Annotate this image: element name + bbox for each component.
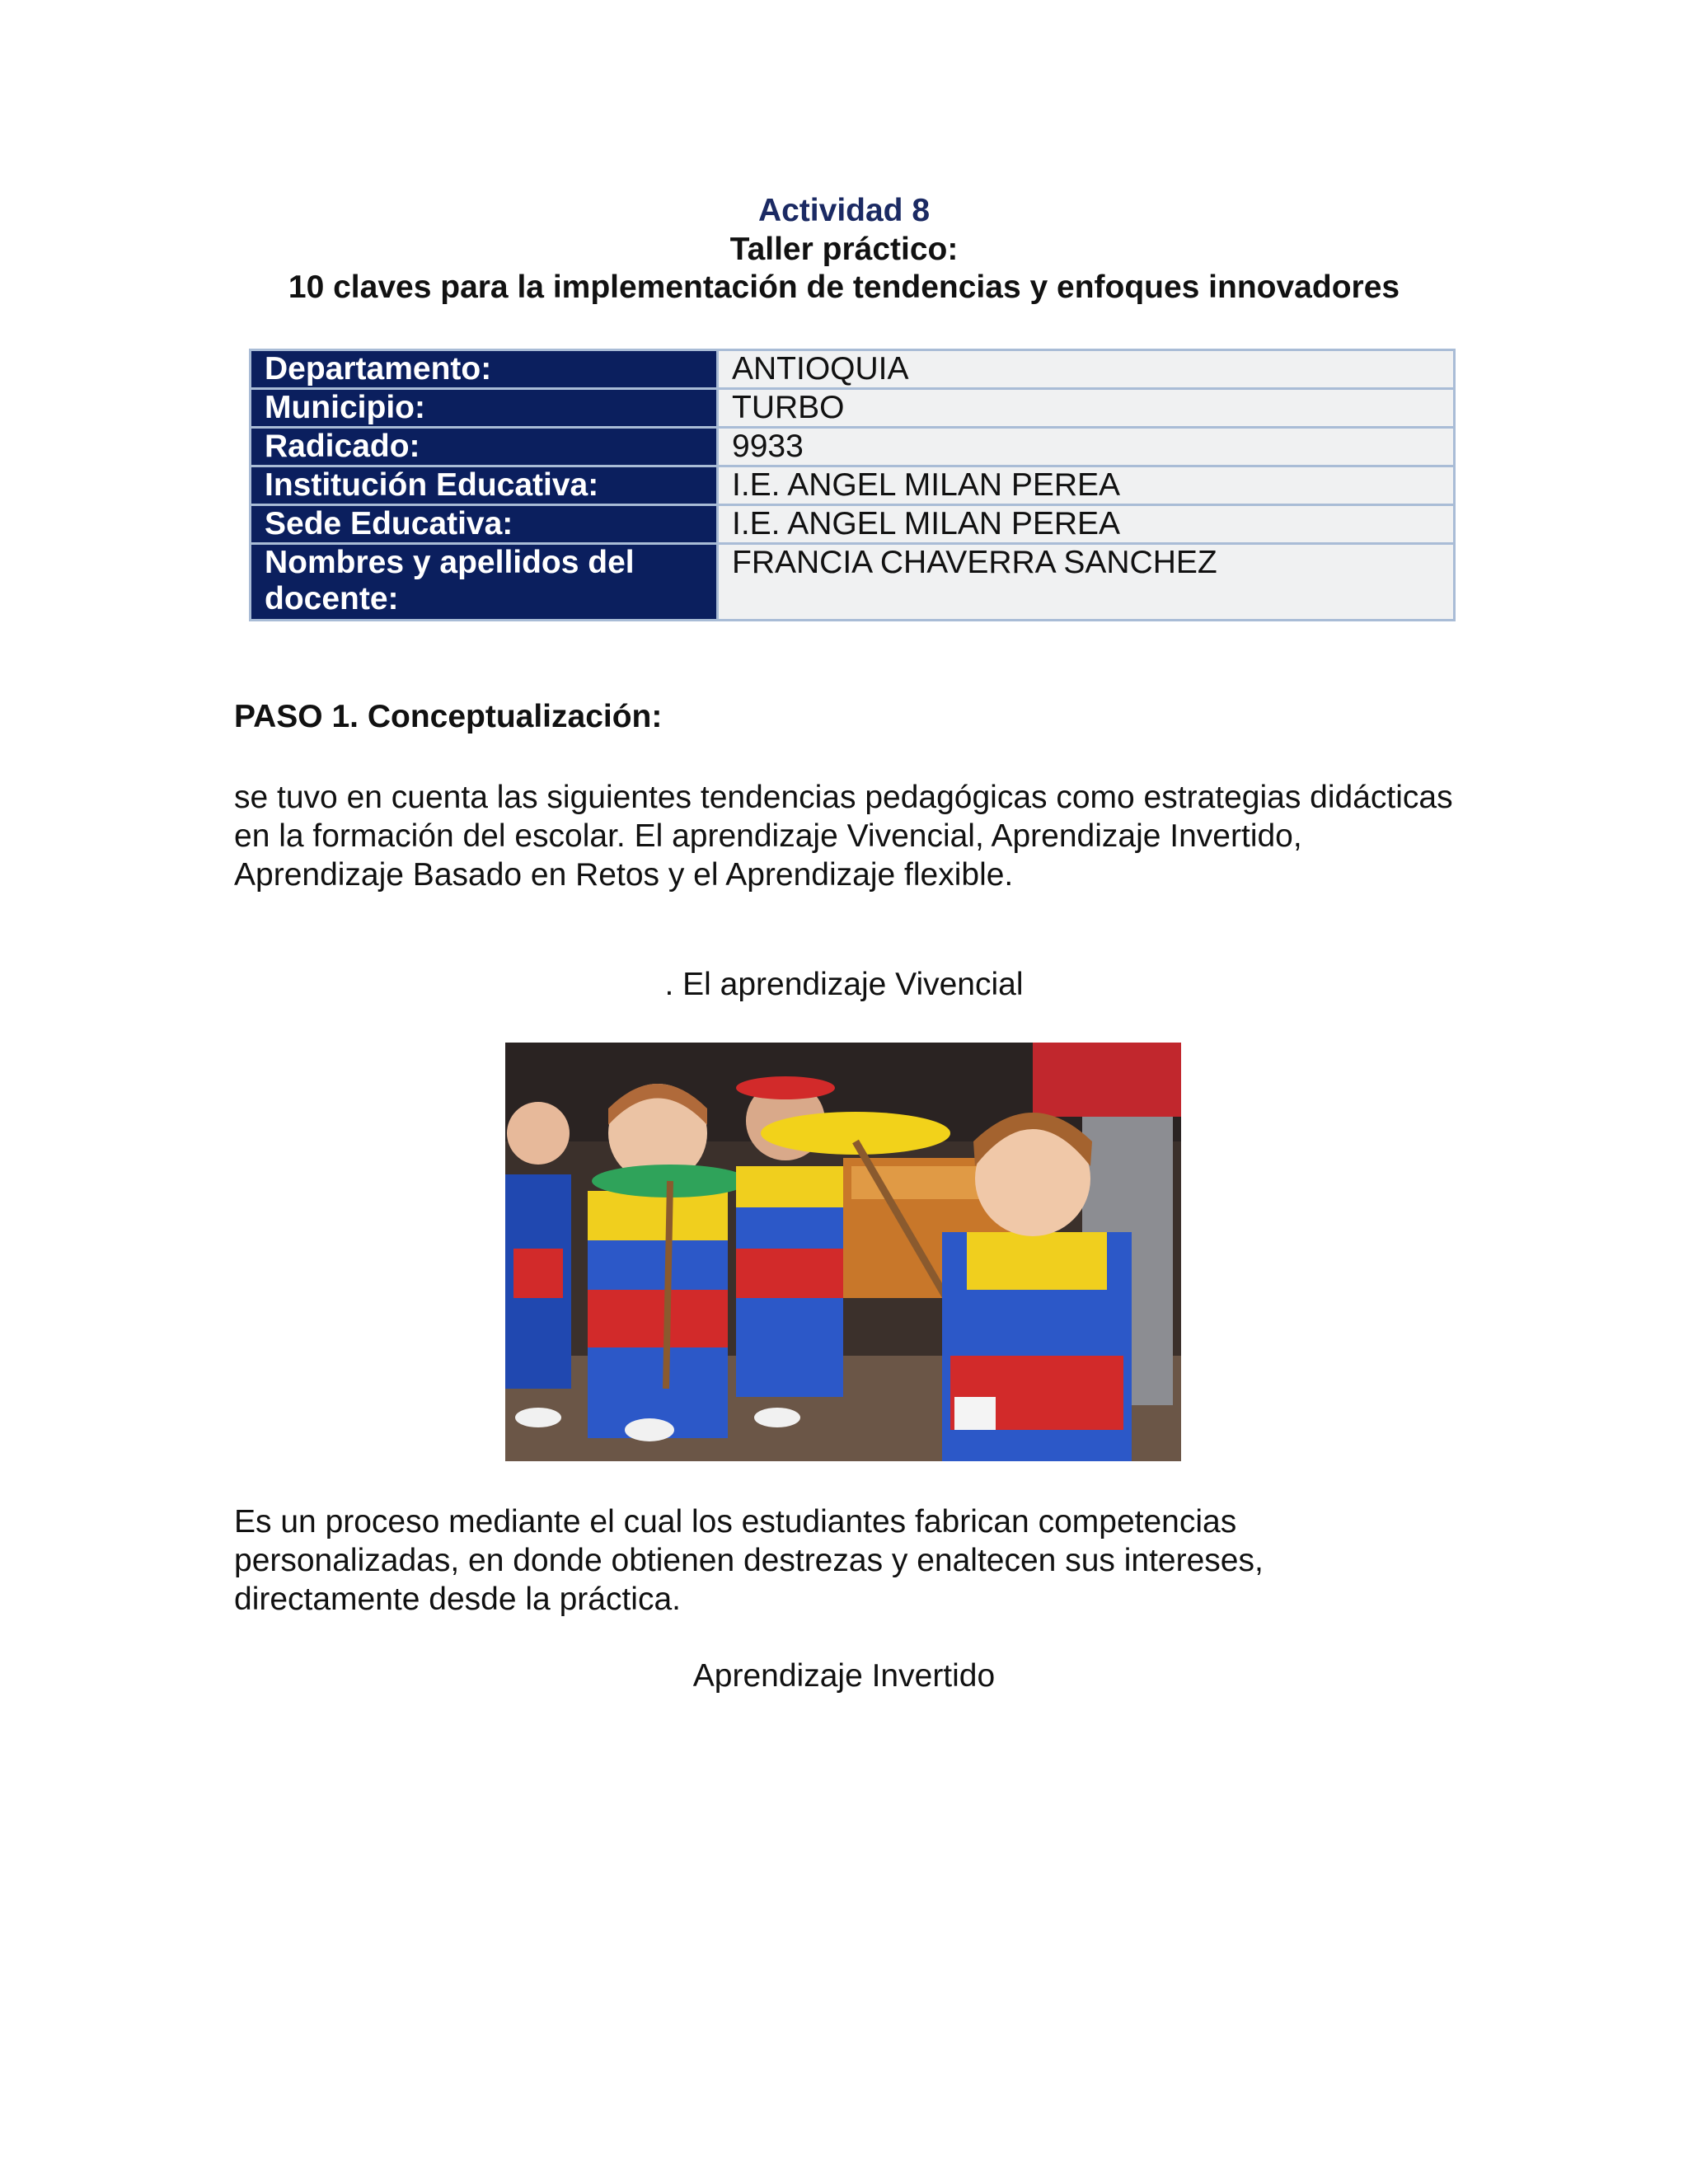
- workshop-title: Taller práctico:: [729, 232, 959, 267]
- table-row: [251, 505, 1455, 544]
- label-docente: Nombres y apellidos del docente:: [251, 544, 718, 621]
- section-heading: PASO 1. Conceptualización:: [234, 699, 663, 734]
- label-departamento: Departamento:: [251, 350, 718, 389]
- label-sede: Sede Educativa:: [251, 505, 718, 544]
- topic-label-invertido: Aprendizaje Invertido: [692, 1658, 996, 1694]
- value-municipio: TURBO: [718, 389, 1455, 428]
- activity-title: Actividad 8: [757, 193, 931, 228]
- info-table: [249, 349, 1456, 621]
- table-row: [251, 350, 1455, 389]
- value-radicado: 9933: [718, 428, 1455, 466]
- heading-block: [0, 191, 1688, 307]
- intro-paragraph: se tuvo en cuenta las siguientes tendencias pedagógicas como estrategias didácticas en la formación del escolar. El aprendizaje Vivencial, Aprendizaje Invertido, Aprendizaje Basado en Retos y el Aprendizaje flexible.: [234, 780, 1453, 893]
- label-institucion: Institución Educativa:: [251, 466, 718, 505]
- children-photo: [505, 1043, 1181, 1461]
- value-sede: I.E. ANGEL MILAN PEREA: [718, 505, 1455, 544]
- value-docente: FRANCIA CHAVERRA SANCHEZ: [718, 544, 1455, 621]
- label-municipio: Municipio:: [251, 389, 718, 428]
- table-row: [251, 428, 1455, 466]
- table-row: [251, 544, 1455, 621]
- vivencial-paragraph: Es un proceso mediante el cual los estudiantes fabrican competencias personalizadas, en donde obtienen destrezas y enaltecen sus intereses, directamente desde la práctica.: [234, 1504, 1264, 1617]
- table-row: [251, 389, 1455, 428]
- document-subtitle: 10 claves para la implementación de tendencias y enfoques innovadores: [288, 269, 1400, 305]
- value-departamento: ANTIOQUIA: [718, 350, 1455, 389]
- label-radicado: Radicado:: [251, 428, 718, 466]
- topic-label-vivencial: . El aprendizaje Vivencial: [664, 967, 1024, 1002]
- table-row: [251, 466, 1455, 505]
- value-institucion: I.E. ANGEL MILAN PEREA: [718, 466, 1455, 505]
